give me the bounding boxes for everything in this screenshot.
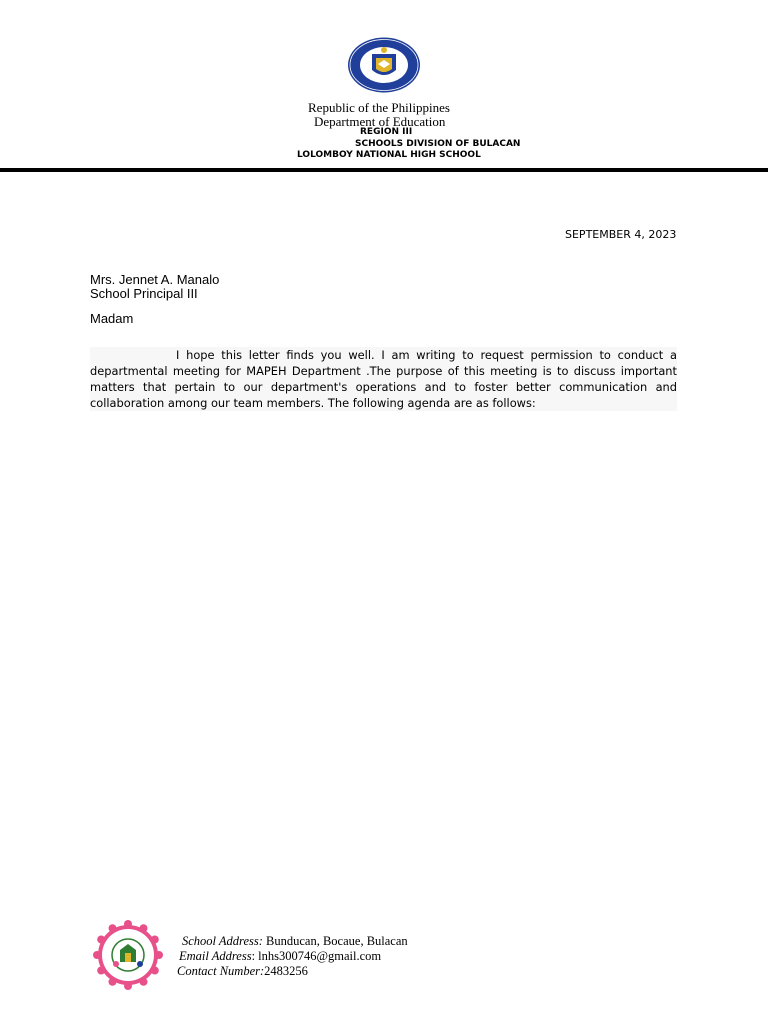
- footer-email: [179, 949, 381, 964]
- header-school-name: LOLOMBOY NATIONAL HIGH SCHOOL: [297, 150, 481, 160]
- footer-contact: [177, 964, 308, 979]
- recipient-title: School Principal III: [90, 286, 198, 301]
- footer-address-label: School Address:: [182, 934, 263, 948]
- recipient-name: Mrs. Jennet A. Manalo: [90, 272, 220, 287]
- deped-seal-logo: [346, 36, 422, 94]
- footer-email-value: : lnhs300746@gmail.com: [251, 949, 382, 963]
- header-divider: [0, 168, 768, 172]
- salutation: Madam: [90, 311, 134, 326]
- letter-body-text: I hope this letter finds you well. I am writing to request permission to conduct a departmental meeting for MAPEH Department .The purpose of this meeting is to discuss important matters that pertain to our department's operations and to foster better communication and collaboration among our team members. The following agenda are as follows:: [90, 348, 677, 410]
- footer-contact-value: 2483256: [264, 964, 308, 978]
- header-region: REGION III: [360, 127, 413, 137]
- footer-contact-label: Contact Number:: [177, 964, 265, 978]
- footer-school-address: [182, 934, 408, 949]
- letter-body: [90, 347, 677, 411]
- header-department: Department of Education: [314, 114, 446, 129]
- footer-address-value: Bunducan, Bocaue, Bulacan: [262, 934, 408, 948]
- header-division: SCHOOLS DIVISION OF BULACAN: [355, 139, 521, 149]
- footer-email-label: Email Address: [179, 949, 252, 963]
- header-republic: Republic of the Philippines: [308, 100, 450, 115]
- letter-date: SEPTEMBER 4, 2023: [565, 228, 677, 241]
- school-logo: [93, 920, 163, 990]
